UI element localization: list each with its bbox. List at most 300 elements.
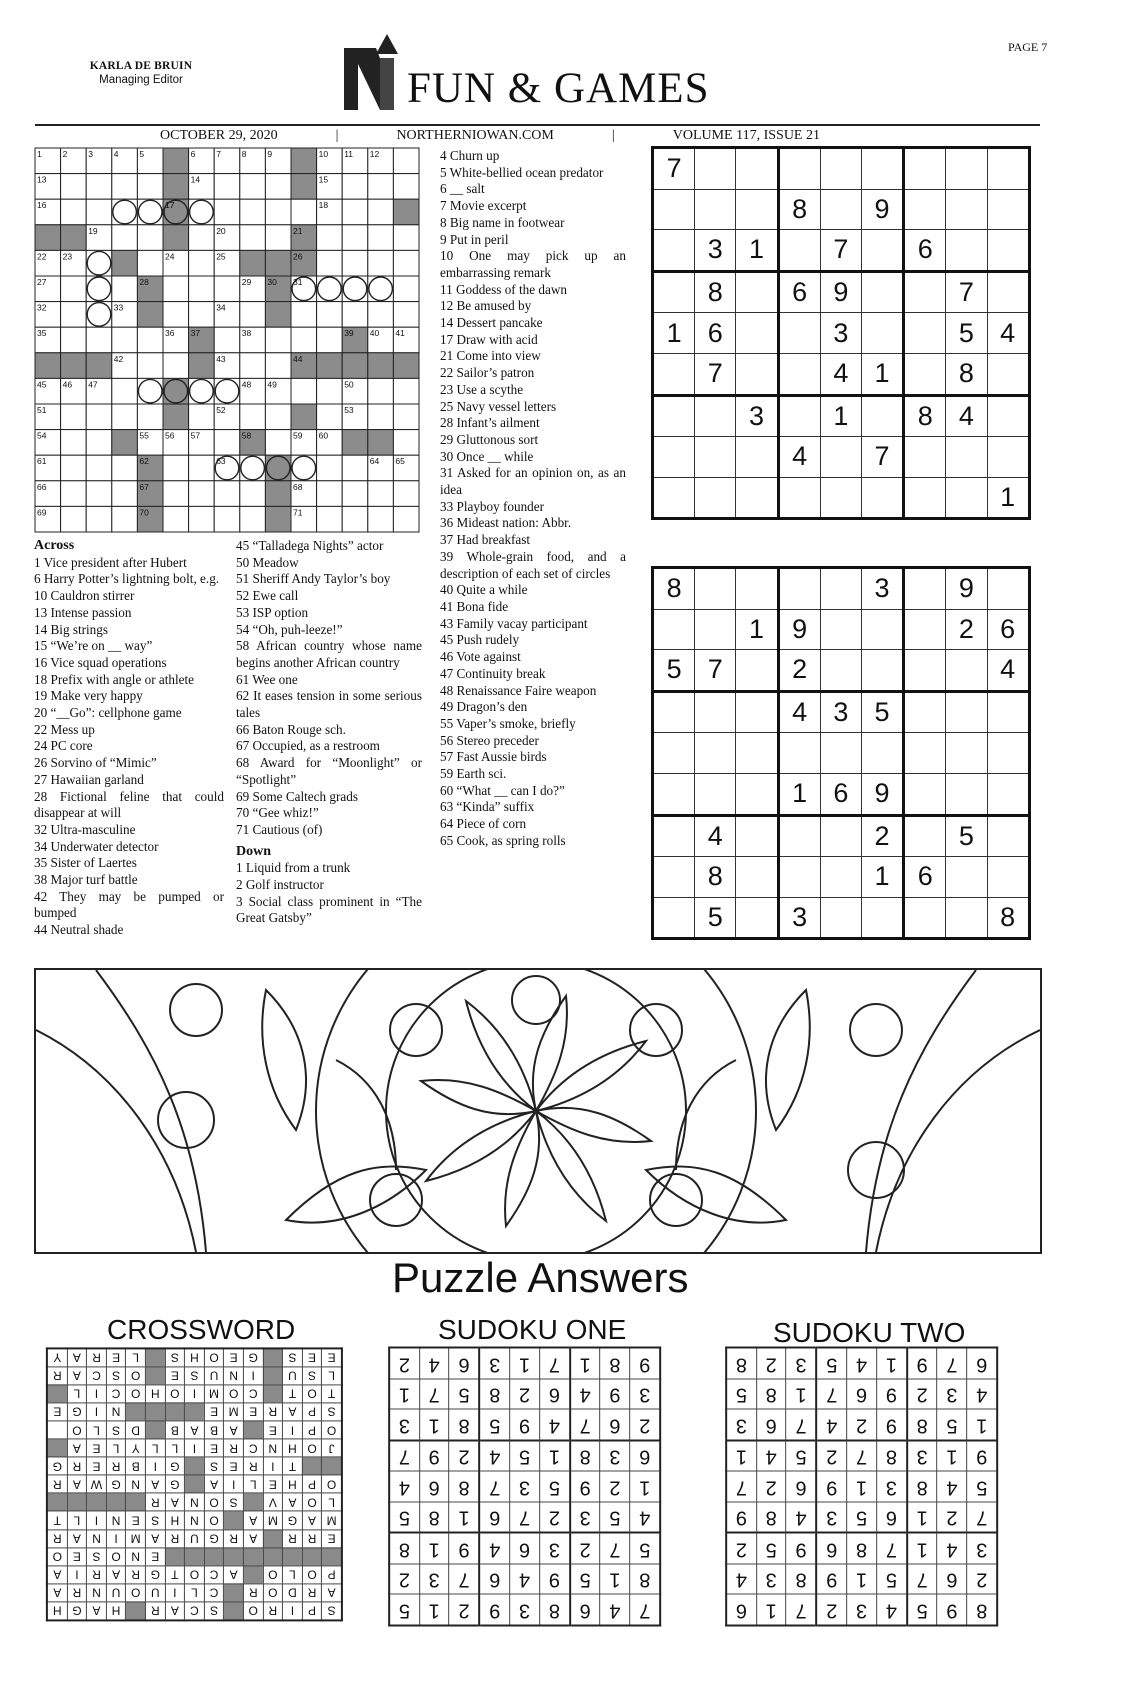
sudoku-cell[interactable]: 1 xyxy=(736,230,778,272)
sudoku-cell[interactable]: 8 xyxy=(904,395,946,437)
crossword-cell[interactable] xyxy=(393,430,419,456)
answer-cell: 4 xyxy=(937,1533,967,1564)
crossword-cell[interactable] xyxy=(137,404,163,430)
sudoku-cell[interactable] xyxy=(904,691,946,733)
sudoku-cell[interactable]: 8 xyxy=(653,568,695,610)
crossword-cell[interactable] xyxy=(61,199,87,225)
crossword-cell[interactable] xyxy=(342,276,368,302)
sudoku-cell[interactable] xyxy=(695,148,736,190)
answer-letter: R xyxy=(263,1403,283,1421)
crossword-cell[interactable] xyxy=(393,250,419,276)
crossword-cell[interactable] xyxy=(86,276,112,302)
crossword-cell[interactable] xyxy=(137,327,163,353)
crossword-cell[interactable] xyxy=(342,250,368,276)
crossword-cell[interactable] xyxy=(317,378,343,404)
crossword-cell[interactable] xyxy=(86,430,112,456)
sudoku-cell[interactable] xyxy=(653,733,695,774)
crossword-cell[interactable] xyxy=(61,174,87,200)
crossword-cell[interactable] xyxy=(189,276,215,302)
sudoku-cell[interactable] xyxy=(987,230,1029,272)
sudoku-cell[interactable] xyxy=(904,437,946,478)
sudoku-cell[interactable] xyxy=(820,609,861,650)
crossword-cell[interactable] xyxy=(189,404,215,430)
crossword-cell[interactable] xyxy=(214,199,240,225)
sudoku-cell[interactable] xyxy=(736,857,778,898)
sudoku-cell[interactable] xyxy=(987,395,1029,437)
sudoku-cell[interactable] xyxy=(861,395,903,437)
crossword-cell[interactable] xyxy=(368,199,394,225)
sudoku-cell[interactable] xyxy=(946,773,987,815)
sudoku-cell[interactable] xyxy=(820,148,861,190)
crossword-cell[interactable] xyxy=(86,302,112,328)
crossword-cell[interactable] xyxy=(393,276,419,302)
crossword-cell[interactable] xyxy=(163,455,189,481)
crossword-cell[interactable] xyxy=(61,302,87,328)
crossword-cell[interactable] xyxy=(291,302,317,328)
sudoku-cell[interactable]: 6 xyxy=(820,773,861,815)
crossword-cell[interactable] xyxy=(137,250,163,276)
sudoku-cell[interactable] xyxy=(736,353,778,395)
sudoku-cell[interactable] xyxy=(861,271,903,313)
sudoku-cell[interactable]: 4 xyxy=(778,437,820,478)
sudoku-cell[interactable] xyxy=(820,733,861,774)
crossword-cell[interactable] xyxy=(189,250,215,276)
sudoku-cell[interactable]: 6 xyxy=(904,857,946,898)
sudoku-cell[interactable] xyxy=(987,857,1029,898)
crossword-cell[interactable] xyxy=(265,404,291,430)
sudoku-cell[interactable]: 3 xyxy=(778,897,820,939)
across-clue: 10 Cauldron stirrer xyxy=(34,588,135,604)
crossword-cell[interactable] xyxy=(214,506,240,532)
crossword-cell[interactable] xyxy=(342,199,368,225)
sudoku-cell[interactable] xyxy=(736,477,778,519)
sudoku-cell[interactable] xyxy=(653,773,695,815)
crossword-cell[interactable] xyxy=(342,174,368,200)
sudoku-cell[interactable] xyxy=(904,313,946,354)
sudoku-cell[interactable] xyxy=(861,650,903,692)
sudoku-cell[interactable] xyxy=(820,568,861,610)
sudoku-cell[interactable]: 6 xyxy=(904,230,946,272)
sudoku-cell[interactable] xyxy=(904,353,946,395)
crossword-cell[interactable] xyxy=(112,404,138,430)
crossword-cell[interactable] xyxy=(368,481,394,507)
crossword-cell[interactable] xyxy=(342,302,368,328)
crossword-cell[interactable] xyxy=(317,506,343,532)
sudoku-cell[interactable] xyxy=(736,437,778,478)
sudoku-cell[interactable] xyxy=(861,609,903,650)
sudoku-cell[interactable] xyxy=(904,815,946,857)
sudoku-cell[interactable]: 1 xyxy=(736,609,778,650)
crossword-cell[interactable] xyxy=(265,327,291,353)
sudoku-cell[interactable] xyxy=(987,271,1029,313)
crossword-cell[interactable] xyxy=(214,174,240,200)
sudoku-cell[interactable]: 3 xyxy=(736,395,778,437)
crossword-cell[interactable] xyxy=(214,378,240,404)
sudoku-cell[interactable]: 5 xyxy=(861,691,903,733)
crossword-cell[interactable] xyxy=(189,199,215,225)
crossword-cell[interactable] xyxy=(265,430,291,456)
sudoku-cell[interactable] xyxy=(653,815,695,857)
sudoku-cell[interactable] xyxy=(736,897,778,939)
sudoku-cell[interactable] xyxy=(820,897,861,939)
answer-block xyxy=(243,1421,263,1439)
crossword-cell[interactable] xyxy=(240,174,266,200)
crossword-clue-number: 23 xyxy=(62,251,73,262)
sudoku-cell[interactable]: 3 xyxy=(861,568,903,610)
crossword-cell[interactable] xyxy=(86,250,112,276)
sudoku-cell[interactable]: 8 xyxy=(695,271,736,313)
crossword-cell[interactable] xyxy=(368,174,394,200)
sudoku-cell[interactable] xyxy=(778,148,820,190)
crossword-cell[interactable] xyxy=(317,481,343,507)
crossword-cell[interactable] xyxy=(189,302,215,328)
sudoku-cell[interactable] xyxy=(904,189,946,230)
crossword-cell[interactable] xyxy=(137,199,163,225)
sudoku-cell[interactable]: 3 xyxy=(820,313,861,354)
sudoku-cell[interactable]: 5 xyxy=(653,650,695,692)
sudoku-cell[interactable]: 4 xyxy=(987,650,1029,692)
crossword-cell[interactable] xyxy=(393,404,419,430)
crossword-cell[interactable] xyxy=(112,481,138,507)
sudoku-cell[interactable] xyxy=(736,189,778,230)
crossword-cell[interactable] xyxy=(189,455,215,481)
crossword-cell[interactable] xyxy=(214,327,240,353)
crossword-cell[interactable] xyxy=(317,250,343,276)
crossword-cell[interactable] xyxy=(240,302,266,328)
sudoku-cell[interactable]: 4 xyxy=(778,691,820,733)
crossword-cell[interactable] xyxy=(86,404,112,430)
sudoku-cell[interactable] xyxy=(946,230,987,272)
crossword-cell[interactable] xyxy=(112,455,138,481)
sudoku-cell[interactable] xyxy=(861,313,903,354)
crossword-cell[interactable] xyxy=(393,225,419,251)
crossword-cell[interactable] xyxy=(112,174,138,200)
sudoku-cell[interactable]: 9 xyxy=(861,189,903,230)
sudoku-cell[interactable] xyxy=(653,353,695,395)
crossword-cell[interactable] xyxy=(61,430,87,456)
sudoku-cell[interactable] xyxy=(904,897,946,939)
crossword-cell[interactable] xyxy=(368,378,394,404)
sudoku-cell[interactable] xyxy=(946,897,987,939)
sudoku-cell[interactable] xyxy=(861,148,903,190)
answer-cell: 1 xyxy=(419,1533,449,1564)
crossword-cell[interactable] xyxy=(265,353,291,379)
crossword-cell[interactable] xyxy=(317,327,343,353)
sudoku-cell[interactable]: 2 xyxy=(946,609,987,650)
sudoku-cell[interactable] xyxy=(778,568,820,610)
crossword-cell[interactable] xyxy=(163,276,189,302)
crossword-cell[interactable] xyxy=(240,404,266,430)
crossword-cell[interactable] xyxy=(137,225,163,251)
crossword-cell[interactable] xyxy=(240,506,266,532)
sudoku-cell[interactable] xyxy=(653,437,695,478)
crossword-cell[interactable] xyxy=(137,353,163,379)
sudoku-cell[interactable] xyxy=(736,313,778,354)
sudoku-cell[interactable] xyxy=(946,437,987,478)
sudoku-cell[interactable] xyxy=(778,230,820,272)
across-clue: 35 Sister of Laertes xyxy=(34,855,137,871)
sudoku-cell[interactable] xyxy=(736,773,778,815)
crossword-cell[interactable] xyxy=(291,199,317,225)
sudoku-cell[interactable]: 9 xyxy=(778,609,820,650)
answer-cell: 3 xyxy=(907,1441,937,1472)
crossword-cell[interactable] xyxy=(163,353,189,379)
sudoku-cell[interactable]: 7 xyxy=(653,148,695,190)
sudoku-cell[interactable] xyxy=(695,609,736,650)
sudoku-cell[interactable]: 6 xyxy=(778,271,820,313)
sudoku-cell[interactable] xyxy=(653,609,695,650)
sudoku-cell[interactable]: 8 xyxy=(946,353,987,395)
sudoku-cell[interactable] xyxy=(778,815,820,857)
sudoku-cell[interactable] xyxy=(987,568,1029,610)
crossword-cell[interactable] xyxy=(342,506,368,532)
crossword-cell[interactable] xyxy=(86,481,112,507)
sudoku-cell[interactable] xyxy=(987,189,1029,230)
crossword-cell[interactable] xyxy=(368,276,394,302)
crossword-cell[interactable] xyxy=(163,302,189,328)
sudoku-cell[interactable] xyxy=(904,477,946,519)
sudoku-cell[interactable] xyxy=(904,650,946,692)
sudoku-cell[interactable]: 1 xyxy=(778,773,820,815)
sudoku-cell[interactable]: 9 xyxy=(861,773,903,815)
crossword-cell[interactable] xyxy=(112,506,138,532)
sudoku-cell[interactable]: 1 xyxy=(653,313,695,354)
sudoku-cell[interactable] xyxy=(987,733,1029,774)
crossword-cell[interactable] xyxy=(86,199,112,225)
sudoku-cell[interactable] xyxy=(946,691,987,733)
sudoku-cell[interactable] xyxy=(820,857,861,898)
sudoku-cell[interactable]: 1 xyxy=(820,395,861,437)
sudoku-cell[interactable] xyxy=(653,189,695,230)
sudoku-cell[interactable]: 4 xyxy=(695,815,736,857)
sudoku-cell[interactable] xyxy=(987,148,1029,190)
crossword-cell[interactable] xyxy=(265,174,291,200)
sudoku-cell[interactable]: 6 xyxy=(987,609,1029,650)
crossword-cell[interactable] xyxy=(393,481,419,507)
sudoku-cell[interactable] xyxy=(904,271,946,313)
crossword-cell[interactable] xyxy=(291,378,317,404)
sudoku-cell[interactable] xyxy=(820,437,861,478)
sudoku-cell[interactable]: 7 xyxy=(695,650,736,692)
sudoku-cell[interactable]: 7 xyxy=(820,230,861,272)
sudoku-cell[interactable]: 1 xyxy=(861,353,903,395)
crossword-cell[interactable] xyxy=(368,225,394,251)
sudoku-cell[interactable] xyxy=(778,733,820,774)
crossword-cell[interactable] xyxy=(189,378,215,404)
crossword-cell[interactable] xyxy=(393,302,419,328)
crossword-cell[interactable] xyxy=(214,481,240,507)
crossword-cell[interactable] xyxy=(189,506,215,532)
sudoku-cell[interactable] xyxy=(946,148,987,190)
sudoku-cell[interactable]: 3 xyxy=(820,691,861,733)
crossword-cell[interactable] xyxy=(240,353,266,379)
crossword-cell[interactable] xyxy=(86,174,112,200)
answer-letter: R xyxy=(87,1566,107,1584)
crossword-cell[interactable] xyxy=(61,404,87,430)
down-clue: 55 Vaper’s smoke, briefly xyxy=(440,715,576,731)
sudoku-cell[interactable] xyxy=(904,568,946,610)
sudoku-cell[interactable] xyxy=(904,773,946,815)
crossword-cell[interactable] xyxy=(61,481,87,507)
crossword-cell[interactable] xyxy=(86,327,112,353)
crossword-block xyxy=(291,174,317,200)
sudoku-cell[interactable] xyxy=(946,857,987,898)
crossword-cell[interactable] xyxy=(61,506,87,532)
sudoku-cell[interactable] xyxy=(736,271,778,313)
crossword-cell[interactable] xyxy=(112,378,138,404)
sudoku-cell[interactable]: 5 xyxy=(695,897,736,939)
sudoku-cell[interactable] xyxy=(653,857,695,898)
crossword-cell[interactable] xyxy=(240,225,266,251)
crossword-cell[interactable] xyxy=(214,430,240,456)
sudoku-cell[interactable]: 2 xyxy=(778,650,820,692)
sudoku-cell[interactable] xyxy=(736,650,778,692)
sudoku-cell[interactable] xyxy=(946,650,987,692)
sudoku-cell[interactable] xyxy=(695,395,736,437)
sudoku-cell[interactable] xyxy=(736,815,778,857)
sudoku-cell[interactable] xyxy=(820,189,861,230)
sudoku-cell[interactable] xyxy=(946,477,987,519)
sudoku-cell[interactable] xyxy=(695,568,736,610)
sudoku-cell[interactable] xyxy=(820,477,861,519)
sudoku-cell[interactable]: 7 xyxy=(861,437,903,478)
crossword-cell[interactable] xyxy=(163,481,189,507)
sudoku-cell[interactable]: 1 xyxy=(987,477,1029,519)
sudoku-cell[interactable] xyxy=(904,609,946,650)
crossword-cell[interactable] xyxy=(368,250,394,276)
crossword-cell[interactable] xyxy=(317,404,343,430)
sudoku-cell[interactable] xyxy=(778,477,820,519)
crossword-cell[interactable] xyxy=(189,481,215,507)
crossword-cell[interactable] xyxy=(112,225,138,251)
sudoku-cell[interactable] xyxy=(987,815,1029,857)
sudoku-cell[interactable] xyxy=(778,353,820,395)
crossword-cell[interactable] xyxy=(112,276,138,302)
sudoku-cell[interactable] xyxy=(904,733,946,774)
sudoku-cell[interactable] xyxy=(653,897,695,939)
sudoku-cell[interactable] xyxy=(987,773,1029,815)
sudoku-cell[interactable] xyxy=(736,148,778,190)
sudoku-cell[interactable] xyxy=(653,271,695,313)
sudoku-cell[interactable] xyxy=(695,477,736,519)
sudoku-cell[interactable] xyxy=(861,230,903,272)
sudoku-cell[interactable] xyxy=(695,691,736,733)
sudoku-cell[interactable] xyxy=(695,437,736,478)
sudoku-cell[interactable] xyxy=(695,733,736,774)
crossword-cell[interactable] xyxy=(137,174,163,200)
crossword-cell[interactable] xyxy=(163,506,189,532)
sudoku-cell[interactable] xyxy=(736,733,778,774)
sudoku-cell[interactable]: 4 xyxy=(987,313,1029,354)
crossword-cell[interactable] xyxy=(317,455,343,481)
crossword-cell[interactable] xyxy=(393,148,419,174)
crossword-cell[interactable] xyxy=(368,404,394,430)
crossword-cell[interactable] xyxy=(137,378,163,404)
crossword-cell[interactable] xyxy=(368,506,394,532)
sudoku-cell[interactable]: 5 xyxy=(946,313,987,354)
sudoku-cell[interactable] xyxy=(904,148,946,190)
crossword-cell[interactable] xyxy=(112,327,138,353)
crossword-cell[interactable] xyxy=(342,225,368,251)
sudoku-cell[interactable]: 9 xyxy=(946,568,987,610)
crossword-cell[interactable] xyxy=(265,199,291,225)
sudoku-cell[interactable] xyxy=(695,773,736,815)
sudoku-cell[interactable] xyxy=(987,691,1029,733)
crossword-cell[interactable] xyxy=(291,327,317,353)
crossword-cell[interactable] xyxy=(317,302,343,328)
sudoku-cell[interactable]: 4 xyxy=(946,395,987,437)
crossword-cell[interactable] xyxy=(112,199,138,225)
sudoku-cell[interactable] xyxy=(736,691,778,733)
crossword-cell[interactable] xyxy=(86,506,112,532)
crossword-cell[interactable] xyxy=(61,455,87,481)
crossword-clue-number: 62 xyxy=(139,456,149,467)
crossword-cell[interactable] xyxy=(317,225,343,251)
sudoku-cell[interactable]: 1 xyxy=(861,857,903,898)
sudoku-cell[interactable]: 9 xyxy=(820,271,861,313)
sudoku-cell[interactable]: 3 xyxy=(695,230,736,272)
sudoku-cell[interactable] xyxy=(653,230,695,272)
crossword-cell[interactable] xyxy=(86,455,112,481)
crossword-cell[interactable] xyxy=(189,225,215,251)
sudoku-cell[interactable]: 4 xyxy=(820,353,861,395)
crossword-cell[interactable] xyxy=(240,455,266,481)
sudoku-cell[interactable] xyxy=(653,395,695,437)
sudoku-cell[interactable] xyxy=(987,353,1029,395)
crossword-cell[interactable] xyxy=(393,174,419,200)
sudoku-cell[interactable] xyxy=(861,733,903,774)
sudoku-cell[interactable] xyxy=(946,733,987,774)
sudoku-cell[interactable]: 5 xyxy=(946,815,987,857)
sudoku-cell[interactable] xyxy=(778,395,820,437)
sudoku-cell[interactable] xyxy=(778,857,820,898)
sudoku-cell[interactable]: 2 xyxy=(861,815,903,857)
sudoku-cell[interactable]: 8 xyxy=(778,189,820,230)
crossword-cell[interactable] xyxy=(240,481,266,507)
sudoku-cell[interactable] xyxy=(695,189,736,230)
crossword-cell[interactable] xyxy=(61,327,87,353)
crossword-cell[interactable] xyxy=(240,199,266,225)
sudoku-cell[interactable] xyxy=(653,691,695,733)
crossword-cell[interactable] xyxy=(214,276,240,302)
sudoku-cell[interactable] xyxy=(778,313,820,354)
crossword-cell[interactable] xyxy=(393,378,419,404)
crossword-cell[interactable] xyxy=(265,225,291,251)
sudoku-cell[interactable] xyxy=(861,897,903,939)
sudoku-cell[interactable] xyxy=(946,189,987,230)
crossword-block xyxy=(163,174,189,200)
sudoku-cell[interactable] xyxy=(820,650,861,692)
sudoku-cell[interactable] xyxy=(820,815,861,857)
crossword-cell[interactable] xyxy=(342,455,368,481)
sudoku-cell[interactable] xyxy=(987,437,1029,478)
crossword-cell[interactable] xyxy=(291,455,317,481)
crossword-cell[interactable] xyxy=(317,276,343,302)
sudoku-cell[interactable]: 8 xyxy=(695,857,736,898)
sudoku-cell[interactable]: 8 xyxy=(987,897,1029,939)
sudoku-cell[interactable] xyxy=(653,477,695,519)
crossword-cell[interactable] xyxy=(368,302,394,328)
crossword-cell[interactable] xyxy=(393,506,419,532)
crossword-clue-number: 60 xyxy=(318,430,329,441)
sudoku-cell[interactable]: 6 xyxy=(695,313,736,354)
sudoku-cell[interactable]: 7 xyxy=(946,271,987,313)
sudoku-cell[interactable] xyxy=(736,568,778,610)
sudoku-cell[interactable]: 7 xyxy=(695,353,736,395)
sudoku-cell[interactable] xyxy=(861,477,903,519)
crossword-cell[interactable] xyxy=(342,481,368,507)
crossword-cell[interactable] xyxy=(61,276,87,302)
